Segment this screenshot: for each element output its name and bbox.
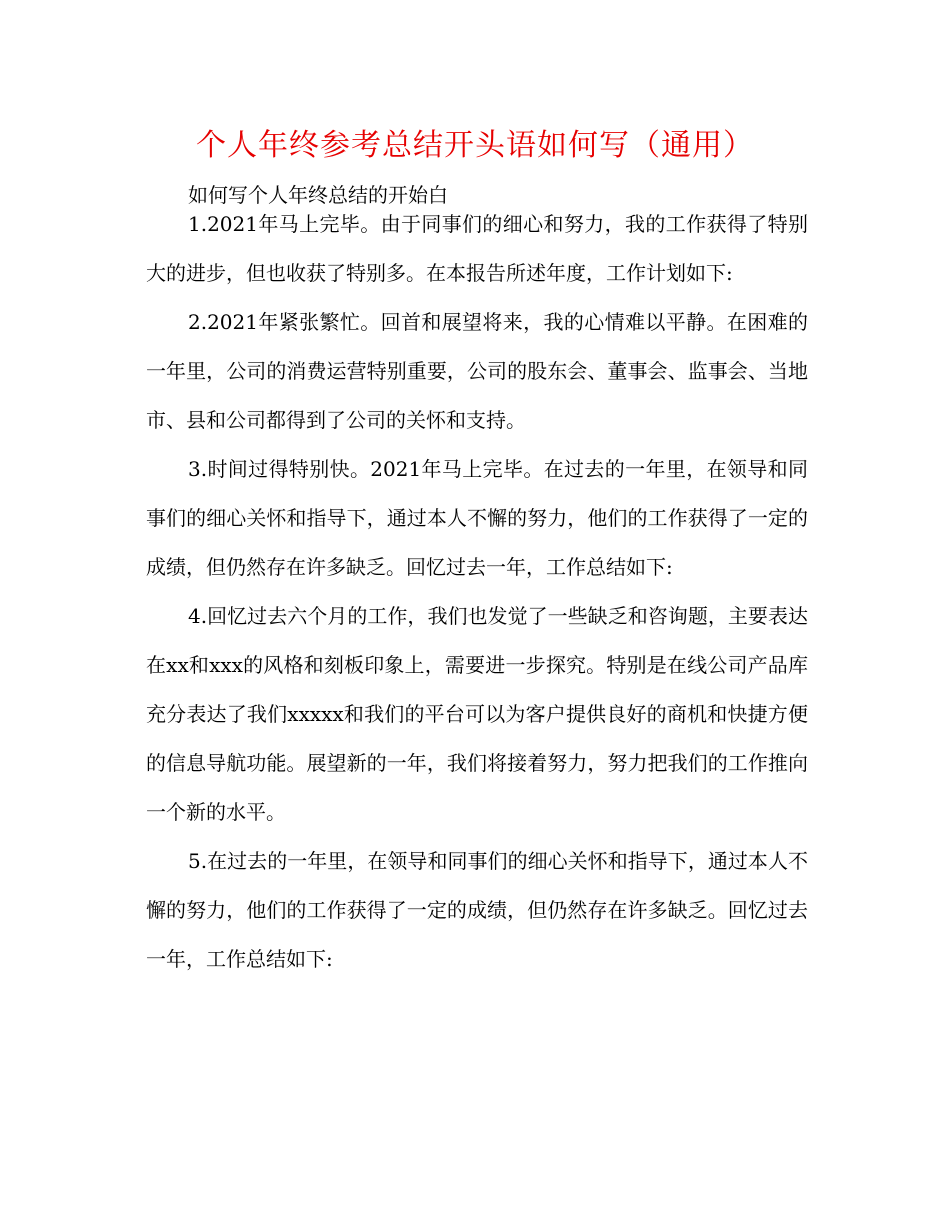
document-title: 个人年终参考总结开头语如何写（通用）	[196, 128, 754, 163]
document-body	[146, 200, 808, 984]
paragraph-1: 1.2021年马上完毕。由于同事们的细心和努力，我的工作获得了特别大的进步，但也收获了特别多。在本报告所述年度，工作计划如下:	[146, 212, 808, 285]
document-subtitle: 如何写个人年终总结的开始白	[188, 183, 448, 207]
paragraph-5: 5.在过去的一年里，在领导和同事们的细心关怀和指导下，通过本人不懈的努力，他们的工作获得了一定的成绩，但仍然存在许多缺乏。回忆过去一年，工作总结如下:	[146, 849, 808, 971]
paragraph-3: 3.时间过得特别快。2021年马上完毕。在过去的一年里，在领导和同事们的细心关怀和指导下，通过本人不懈的努力，他们的工作获得了一定的成绩，但仍然存在许多缺乏。回忆过去一年，工作总结如下:	[146, 457, 808, 579]
paragraph-2: 2.2021年紧张繁忙。回首和展望将来，我的心情难以平静。在困难的一年里，公司的消费运营特别重要，公司的股东会、董事会、监事会、当地市、县和公司都得到了公司的关怀和支持。	[146, 310, 808, 432]
paragraph-4: 4.回忆过去六个月的工作，我们也发觉了一些缺乏和咨询题，主要表达在xx和xxx的风格和刻板印象上，需要进一步探究。特别是在线公司产品库充分表达了我们xxxxx和我们的平台可以为客户提供良好的商机和快捷方便的信息导航功能。展望新的一年，我们将接着努力，努力把我们的工作推向一个新的水平。	[146, 604, 808, 824]
